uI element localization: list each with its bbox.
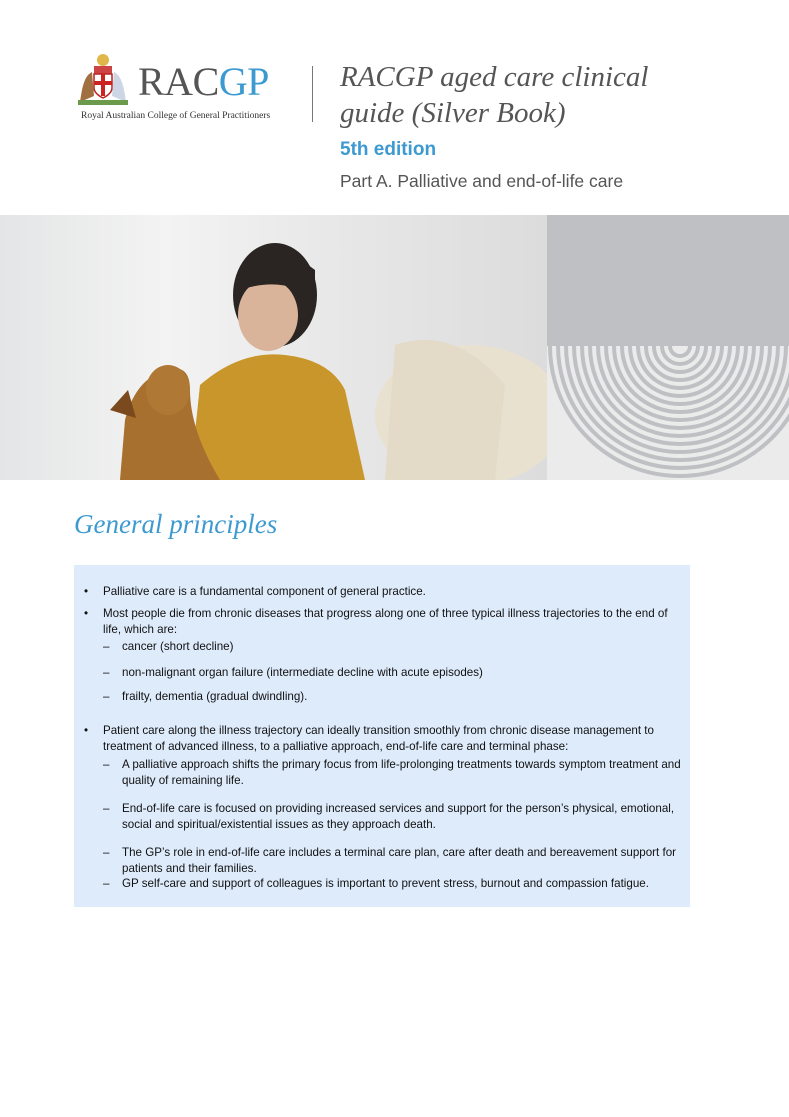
sub-item-text: non-malignant organ failure (intermediate decline with acute episodes) [122, 666, 483, 679]
sub-item-text: cancer (short decline) [122, 640, 234, 653]
bullet-text: Patient care along the illness trajectory can ideally transition smoothly from chronic disease management to treatment of advanced illness, to a palliative approach, end-of-life care and terminal phase: [103, 724, 654, 753]
dash-icon: – [103, 666, 110, 679]
edition-label: 5th edition [340, 139, 437, 160]
dash-icon: – [103, 846, 110, 859]
coat-of-arms-icon [74, 52, 132, 108]
header-divider [312, 66, 313, 122]
part-label: Part A. Palliative and end-of-life care [340, 171, 624, 191]
arc-ring [670, 346, 690, 356]
document-title: RACGP aged care clinical guide (Silver Book) [340, 61, 649, 129]
section-heading: General principles [74, 509, 278, 539]
logo-wordmark: RACGP [138, 59, 269, 104]
bullet-icon: • [84, 607, 89, 620]
bullet-text: Most people die from chronic diseases that progress along one of three typical illness trajectories to the end of life, which are: [103, 607, 668, 636]
sub-item-text: frailty, dementia (gradual dwindling). [122, 690, 308, 703]
decorative-panel [547, 215, 789, 480]
dash-icon: – [103, 877, 110, 890]
logo-subtitle: Royal Australian College of General Practitioners [81, 111, 271, 121]
dash-icon: – [103, 802, 110, 815]
sub-item-text: A palliative approach shifts the primary focus from life-prolonging treatments towards symptom treatment and quality of remaining life. [122, 758, 681, 787]
hero-photo [0, 215, 547, 480]
dash-icon: – [103, 758, 110, 771]
concentric-arcs-graphic [547, 215, 789, 480]
sub-item-text: The GP’s role in end-of-life care includes a terminal care plan, care after death and bereavement support for patients and their families. [122, 846, 677, 875]
bullet-text: Palliative care is a fundamental component of general practice. [103, 585, 426, 598]
bullet-icon: • [84, 585, 89, 598]
key-points-box [74, 565, 690, 907]
sub-item-text: GP self-care and support of colleagues is important to prevent stress, burnout and compassion fatigue. [122, 877, 649, 890]
racgp-logo [74, 52, 289, 124]
dash-icon: – [103, 640, 110, 653]
sub-item-text: End-of-life care is focused on providing increased services and support for the person’s physical, emotional, social and spiritual/existential issues as they approach death. [122, 802, 675, 831]
dash-icon: – [103, 690, 110, 703]
bullet-icon: • [84, 724, 89, 737]
